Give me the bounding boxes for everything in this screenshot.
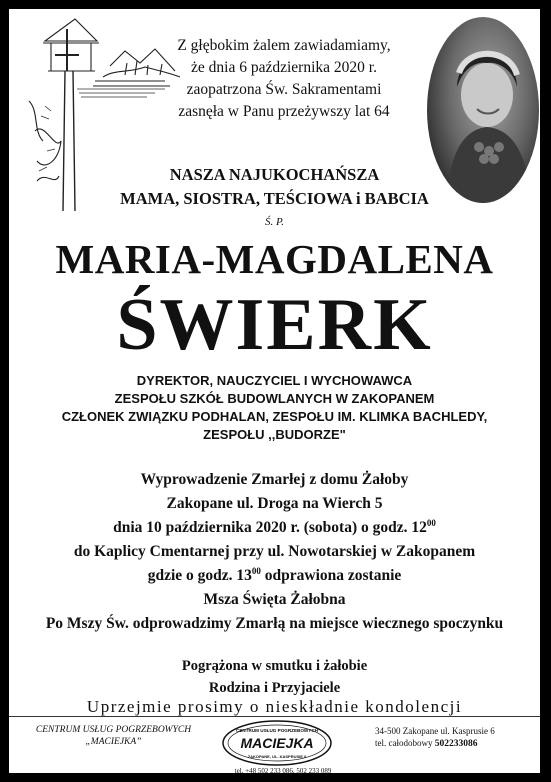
- announcement-line: zasnęła w Panu przeżywszy lat 64: [178, 103, 390, 120]
- funeral-line: do Kaplicy Cmentarnej przy ul. Nowotarskiej w Zakopanem: [73, 543, 476, 560]
- funeral-line: [9, 516, 540, 540]
- funeral-line: Po Mszy Św. odprowadzimy Zmarłą na miejsce wiecznego spoczynku: [45, 615, 504, 632]
- funeral-line: Msza Święta Żałobna: [203, 591, 346, 608]
- sp-mark: Ś. P.: [264, 216, 285, 228]
- announcement-line: że dnia 6 października 2020 r.: [191, 59, 377, 76]
- funeral-home-contact: [375, 725, 535, 750]
- phone-line: [375, 737, 535, 750]
- logo-phone-numbers: tel. +48 502 233 086, 502 233 089: [234, 767, 332, 773]
- role-line: CZŁONEK ZWIĄZKU PODHALAN, ZESPOŁU IM. KLIMKA BACHLEDY,: [61, 409, 488, 424]
- funeral-home-line: „MACIEJKA”: [85, 737, 142, 747]
- deceased-first-name: MARIA-MAGDALENA: [55, 236, 494, 282]
- mourners-line: Rodzina i Przyjaciele: [208, 680, 341, 696]
- funeral-home-logo: [221, 719, 333, 767]
- funeral-home-name: [21, 724, 206, 748]
- funeral-home-line: CENTRUM USŁUG POGRZEBOWYCH: [35, 725, 192, 735]
- funeral-details: [9, 468, 540, 636]
- funeral-line: Wyprowadzenie Zmarłej z domu Żałoby: [140, 471, 409, 488]
- obituary-sheet: [9, 9, 540, 773]
- announcement-line: zaopatrzona Św. Sakramentami: [186, 81, 382, 98]
- family-relation: [9, 163, 540, 211]
- role-line: ZESPOŁU ,,BUDORZE": [203, 427, 346, 442]
- footer-divider: [9, 716, 540, 717]
- mourners: [9, 655, 540, 699]
- family-line: NASZA NAJUKOCHAŃSZA: [169, 165, 380, 184]
- logo-bottom-text: ZAKOPANE, UL. KASPRUSIE 6: [247, 754, 307, 759]
- announcement-line: Z głębokim żalem zawiadamiamy,: [177, 37, 391, 54]
- funeral-date-time: dnia 10 października 2020 r. (sobota) o godz. 12: [113, 519, 427, 536]
- phone-number: 502233086: [434, 739, 478, 749]
- mass-time-suffix: odprawiona zostanie: [260, 567, 402, 584]
- mass-minutes: 00: [251, 566, 261, 576]
- deceased-surname: ŚWIERK: [116, 284, 433, 366]
- funeral-line: [9, 564, 540, 588]
- roles-list: [9, 372, 540, 444]
- phone-label: tel. całodobowy: [375, 738, 435, 748]
- funeral-minutes: 00: [426, 518, 436, 528]
- role-line: ZESPOŁU SZKÓŁ BUDOWLANYCH W ZAKOPANEM: [114, 391, 435, 406]
- role-line: DYREKTOR, NAUCZYCIEL I WYCHOWAWCA: [136, 373, 413, 388]
- logo-name: MACIEJKA: [240, 735, 314, 751]
- condolences-note: Uprzejmie prosimy o nieskładnie kondolencji: [86, 697, 463, 716]
- funeral-line: Zakopane ul. Droga na Wierch 5: [166, 495, 383, 512]
- address: 34-500 Zakopane ul. Kasprusie 6: [375, 726, 495, 736]
- mass-time: gdzie o godz. 13: [147, 567, 252, 584]
- mourners-line: Pogrążona w smutku i żałobie: [181, 658, 368, 674]
- family-line: MAMA, SIOSTRA, TEŚCIOWA i BABCIA: [120, 189, 429, 208]
- death-announcement: [159, 35, 409, 123]
- logo-top-text: CENTRUM USŁUG POGRZEBOWYCH: [236, 728, 318, 733]
